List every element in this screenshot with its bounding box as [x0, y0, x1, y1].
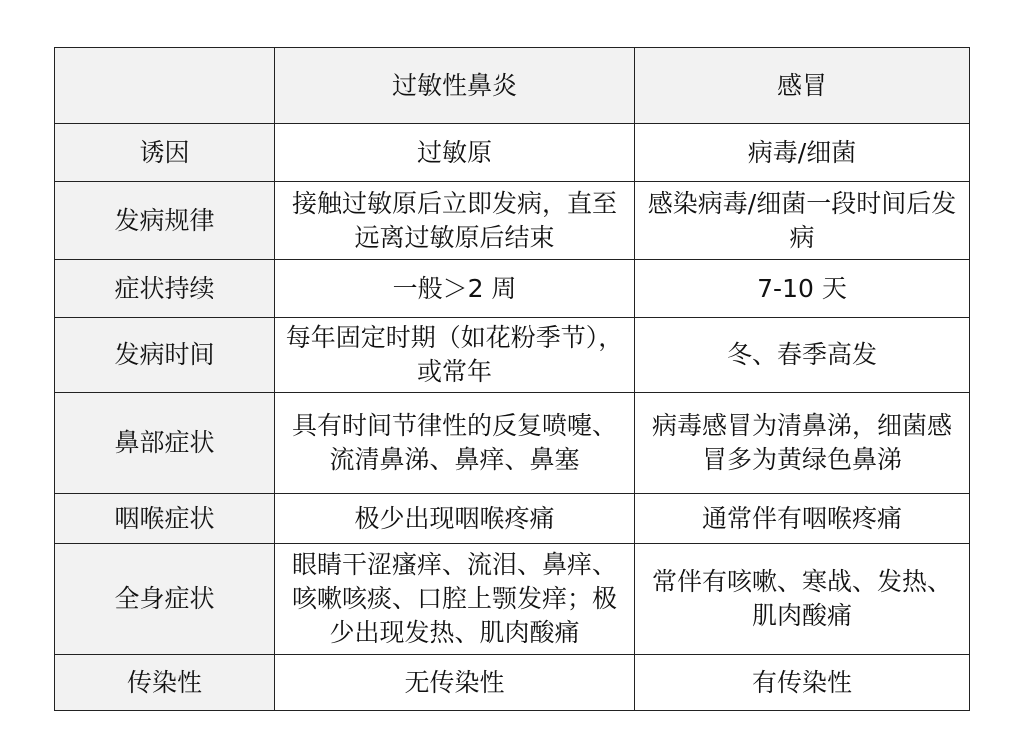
- table-row: [55, 655, 970, 711]
- cold-cell: 通常伴有咽喉疼痛: [635, 494, 970, 544]
- cold-cell: 7-10 天: [635, 260, 970, 318]
- table-header-row: [55, 48, 970, 124]
- row-label: 咽喉症状: [55, 494, 275, 544]
- table-row: [55, 182, 970, 260]
- comparison-table: [54, 47, 970, 711]
- header-blank-cell: [55, 48, 275, 124]
- table-row: [55, 124, 970, 182]
- allergic-cell: 具有时间节律性的反复喷嚏、流清鼻涕、鼻痒、鼻塞: [275, 393, 635, 494]
- row-label: 诱因: [55, 124, 275, 182]
- table-row: [55, 318, 970, 393]
- cold-cell: 冬、春季高发: [635, 318, 970, 393]
- cold-cell: 病毒感冒为清鼻涕，细菌感冒多为黄绿色鼻涕: [635, 393, 970, 494]
- row-label: 全身症状: [55, 544, 275, 655]
- table-row: [55, 494, 970, 544]
- allergic-cell: 极少出现咽喉疼痛: [275, 494, 635, 544]
- table-row: [55, 260, 970, 318]
- table-row: [55, 544, 970, 655]
- allergic-cell: 一般＞2 周: [275, 260, 635, 318]
- row-label: 发病规律: [55, 182, 275, 260]
- row-label: 鼻部症状: [55, 393, 275, 494]
- table-row: [55, 393, 970, 494]
- cold-cell: 有传染性: [635, 655, 970, 711]
- row-label: 传染性: [55, 655, 275, 711]
- row-label: 症状持续: [55, 260, 275, 318]
- allergic-cell: 过敏原: [275, 124, 635, 182]
- cold-cell: 常伴有咳嗽、寒战、发热、肌肉酸痛: [635, 544, 970, 655]
- allergic-cell: 眼睛干涩瘙痒、流泪、鼻痒、咳嗽咳痰、口腔上颚发痒；极少出现发热、肌肉酸痛: [275, 544, 635, 655]
- header-allergic-rhinitis: 过敏性鼻炎: [275, 48, 635, 124]
- allergic-cell: 无传染性: [275, 655, 635, 711]
- header-cold: 感冒: [635, 48, 970, 124]
- allergic-cell: 每年固定时期（如花粉季节），或常年: [275, 318, 635, 393]
- allergic-cell: 接触过敏原后立即发病，直至远离过敏原后结束: [275, 182, 635, 260]
- row-label: 发病时间: [55, 318, 275, 393]
- cold-cell: 病毒/细菌: [635, 124, 970, 182]
- cold-cell: 感染病毒/细菌一段时间后发病: [635, 182, 970, 260]
